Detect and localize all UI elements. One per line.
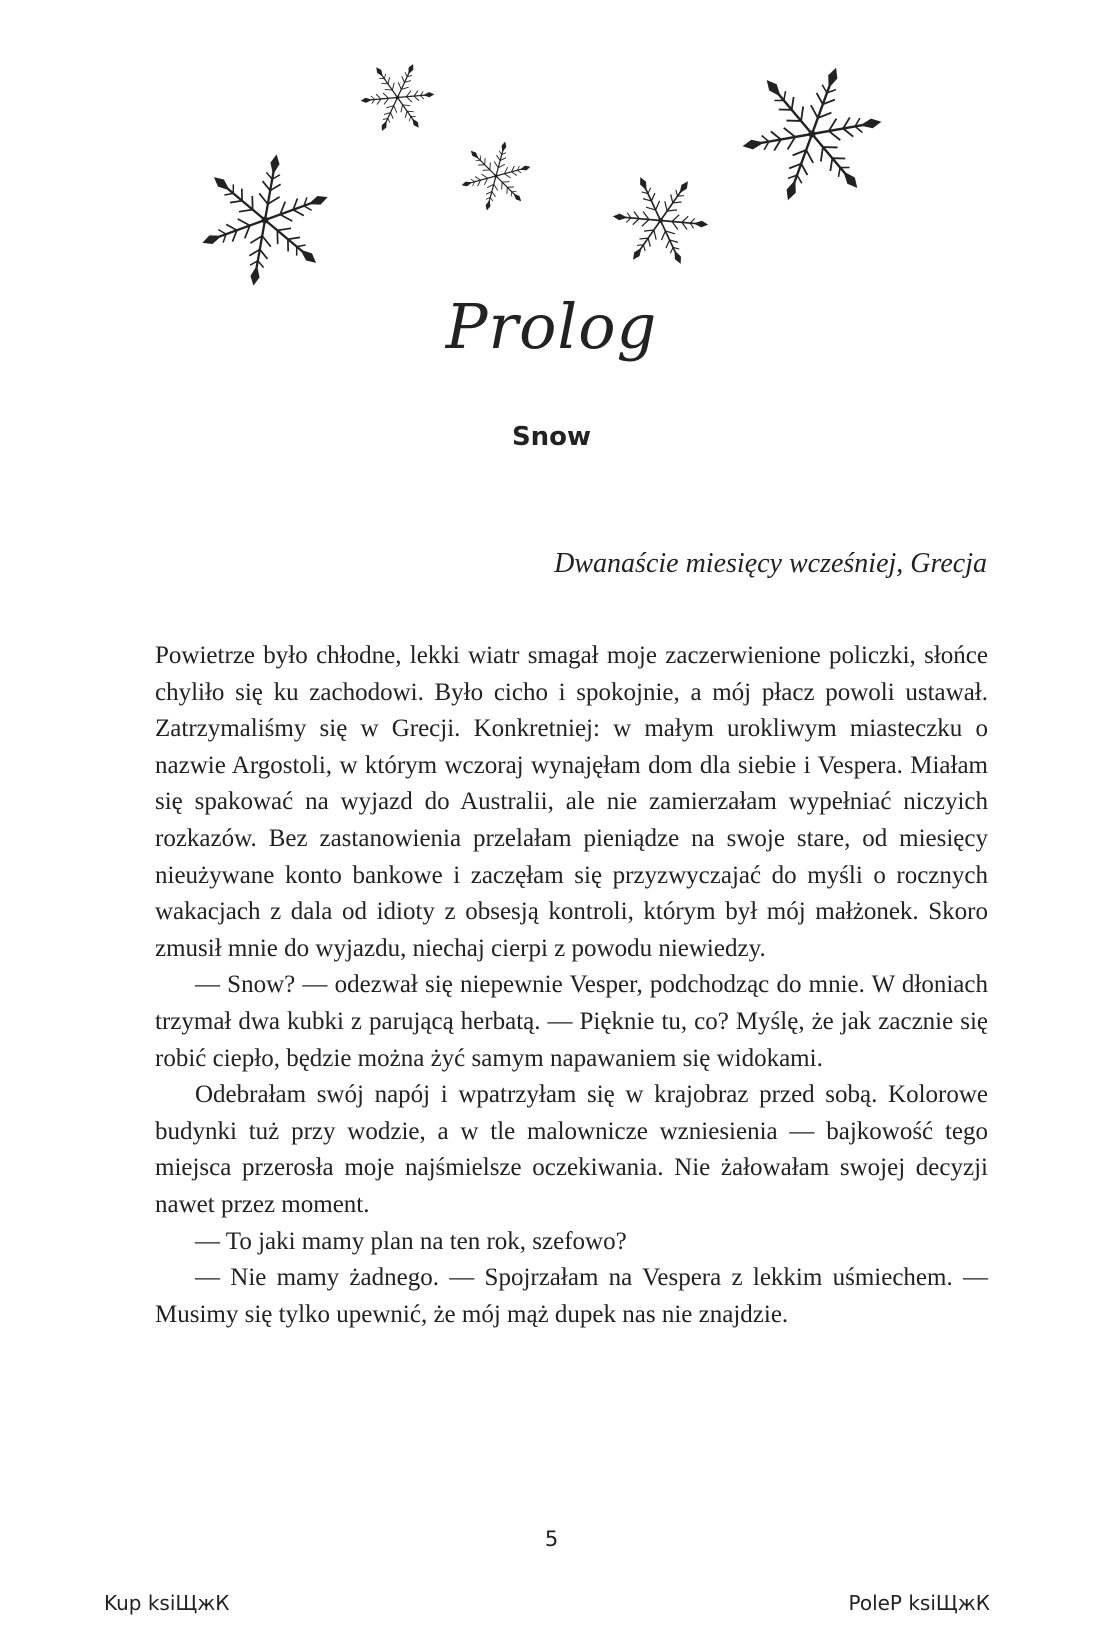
- page-number: 5: [544, 1527, 559, 1551]
- recommend-book-link[interactable]: PoleР ksiЩжК: [848, 1591, 990, 1615]
- paragraph: Odebrałam swój napój i wpatrzyłam się w krajobraz przed sobą. Kolorowe budynki tuż przy wodzie, a w tle malownicze wzniesienia — bajkowość tego miejsca przerosła moje najśmielsze oczekiwania. Nie żałowałam swojej decyzji nawet przez moment.: [155, 1081, 988, 1218]
- buy-book-link[interactable]: Kup ksiЩжК: [104, 1591, 230, 1615]
- paragraph: — Snow? — odezwał się niepewnie Vesper, podchodząc do mnie. W dłoniach trzymał dwa kubki z parującą herbatą. — Pięknie tu, co? Myślę, że jak zacznie się robić ciepło, będzie można żyć samym napawaniem się widokami.: [155, 971, 988, 1072]
- paragraph: Powietrze było chłodne, lekki wiatr smagał moje zaczerwienione policzki, słońce chyliło się ku zachodowi. Było cicho i spokojnie, a mój płacz powoli ustawał. Zatrzymaliśmy się w Grecji. Konkretniej: w małym urokliwym miasteczku o nazwie Argostoli, w którym wczoraj wynajęłam dom dla siebie i Vespera. Miałam się spakować na wyjazd do Australii, ale nie zamierzałam wypełniać niczyich rozkazów. Bez zastanowienia przelałam pieniądze na swoje stare, od miesięcy nieużywane konto bankowe i zaczęłam się przyzwyczajać do myśli o rocznych wakacjach z dala od idioty z obsesją kontroli, którym był mój małżonek. Skoro zmusił mnie do wyjazdu, niechaj cierpi z powodu niewiedzy.: [155, 642, 988, 962]
- chapter-pov-name: Snow: [511, 422, 592, 452]
- paragraph: — To jaki mamy plan na ten rok, szefowo?: [195, 1227, 627, 1255]
- chapter-body: [155, 638, 988, 1333]
- chapter-title: Prolog: [445, 290, 658, 363]
- chapter-setting: Dwanaście miesięcy wcześniej, Grecja: [554, 548, 987, 579]
- snowflake-icon: [738, 60, 886, 208]
- snowflake-icon: [195, 150, 335, 290]
- snowflake-icon: [608, 168, 713, 273]
- paragraph: — Nie mamy żadnego. — Spojrzałam na Vespera z lekkim uśmiechem. — Musimy się tylko upewnić, że mój mąż dupek nas nie znajdzie.: [155, 1264, 988, 1328]
- snowflake-icon: [355, 55, 440, 140]
- snowflake-icon: [455, 135, 537, 217]
